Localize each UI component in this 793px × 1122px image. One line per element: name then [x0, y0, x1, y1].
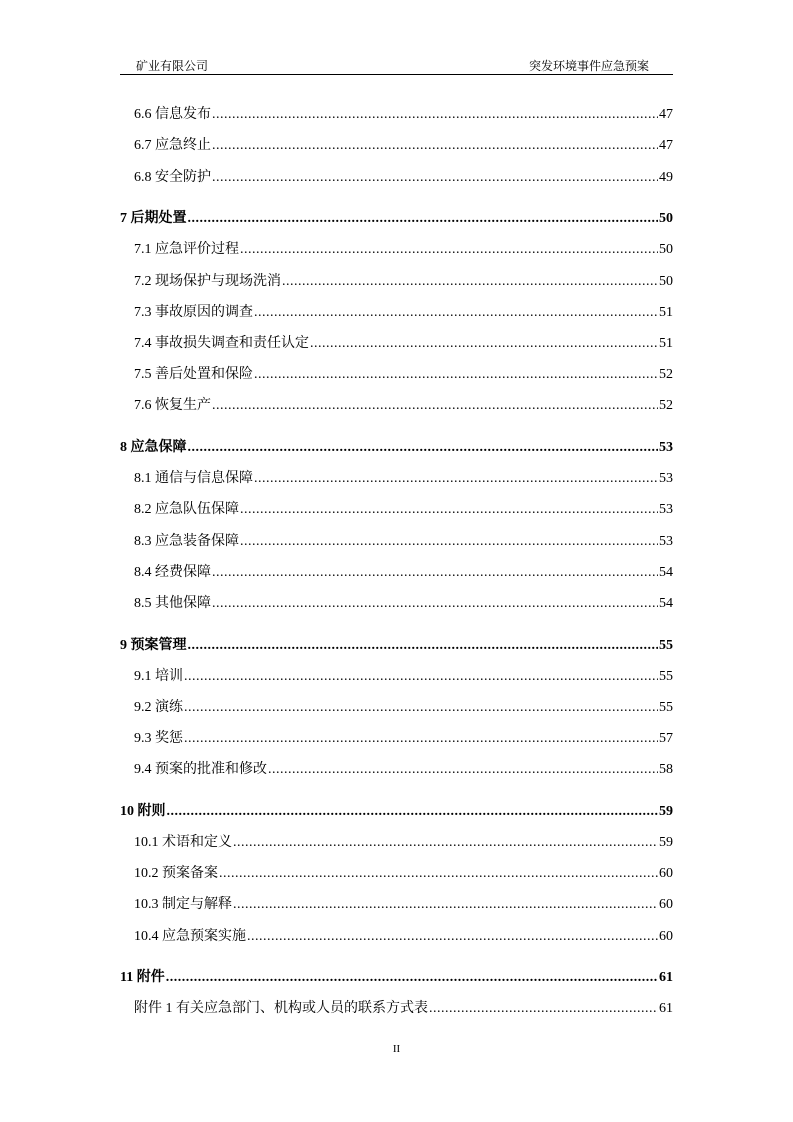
- dot-leader: [167, 804, 659, 820]
- dot-leader: [240, 502, 658, 518]
- toc-entry-label: 7.4 事故损失调查和责任认定: [134, 336, 309, 351]
- dot-leader: [184, 731, 658, 747]
- dot-leader: [429, 1001, 658, 1017]
- dot-leader: [254, 471, 658, 487]
- toc-entry-page-number: 55: [659, 700, 673, 715]
- toc-entry-page-number: 51: [659, 336, 673, 351]
- toc-entry-label: 10.1 术语和定义: [134, 835, 232, 850]
- toc-entry-page-number: 50: [659, 274, 673, 289]
- toc-section-entry[interactable]: [134, 166, 673, 186]
- dot-leader: [247, 929, 658, 945]
- dot-leader: [268, 762, 658, 778]
- dot-leader: [240, 534, 658, 550]
- toc-entry-page-number: 50: [659, 242, 673, 257]
- toc-entry-page-number: 60: [659, 897, 673, 912]
- toc-chapter-entry[interactable]: [120, 966, 673, 986]
- dot-leader: [188, 638, 659, 654]
- dot-leader: [188, 211, 659, 227]
- toc-section-entry[interactable]: [134, 831, 673, 851]
- dot-leader: [240, 242, 658, 258]
- toc-entry-label: 9.3 奖惩: [134, 731, 183, 746]
- toc-entry-label: 7.5 善后处置和保险: [134, 367, 253, 382]
- toc-chapter-entry[interactable]: [120, 436, 673, 456]
- toc-entry-page-number: 53: [659, 534, 673, 549]
- toc-entry-label: 9.4 预案的批准和修改: [134, 762, 267, 777]
- toc-section-entry[interactable]: [134, 758, 673, 778]
- toc-entry-label: 10.2 预案备案: [134, 866, 218, 881]
- toc-entry-label: 8.4 经费保障: [134, 565, 211, 580]
- toc-section-entry[interactable]: [134, 394, 673, 414]
- toc-entry-label: 10.3 制定与解释: [134, 897, 232, 912]
- toc-section-entry[interactable]: [134, 467, 673, 487]
- toc-entry-page-number: 60: [659, 929, 673, 944]
- dot-leader: [282, 274, 658, 290]
- toc-entry-page-number: 47: [659, 138, 673, 153]
- toc-entry-page-number: 59: [659, 804, 673, 819]
- toc-chapter-entry[interactable]: [120, 207, 673, 227]
- dot-leader: [212, 398, 658, 414]
- header-document-title: 突发环境事件应急预案: [528, 59, 649, 73]
- toc-entry-page-number: 61: [659, 1001, 673, 1016]
- toc-entry-label: 9.1 培训: [134, 669, 183, 684]
- toc-section-entry[interactable]: [134, 238, 673, 258]
- toc-entry-label: 7.2 现场保护与现场洗消: [134, 274, 281, 289]
- toc-entry-label: 10.4 应急预案实施: [134, 929, 246, 944]
- page-header: [120, 56, 673, 75]
- toc-section-entry[interactable]: [134, 592, 673, 612]
- dot-leader: [254, 305, 658, 321]
- toc-entry-label: 7.1 应急评价过程: [134, 242, 239, 257]
- toc-entry-page-number: 53: [659, 471, 673, 486]
- dot-leader: [212, 138, 658, 154]
- toc-entry-page-number: 61: [659, 970, 673, 985]
- toc-entry-page-number: 50: [659, 211, 673, 226]
- toc-entry-page-number: 52: [659, 398, 673, 413]
- toc-entry-label: 7 后期处置: [120, 211, 187, 226]
- toc-section-entry[interactable]: [134, 997, 673, 1017]
- toc-entry-label: 10 附则: [120, 804, 166, 819]
- toc-entry-page-number: 55: [659, 669, 673, 684]
- toc-entry-label: 8.2 应急队伍保障: [134, 502, 239, 517]
- toc-section-entry[interactable]: [134, 727, 673, 747]
- dot-leader: [184, 669, 658, 685]
- toc-entry-label: 7.6 恢复生产: [134, 398, 211, 413]
- toc-entry-label: 9 预案管理: [120, 638, 187, 653]
- toc-section-entry[interactable]: [134, 301, 673, 321]
- dot-leader: [212, 596, 658, 612]
- toc-section-entry[interactable]: [134, 696, 673, 716]
- toc-chapter-entry[interactable]: [120, 634, 673, 654]
- toc-section-entry[interactable]: [134, 665, 673, 685]
- toc-entry-page-number: 54: [659, 565, 673, 580]
- toc-entry-page-number: 52: [659, 367, 673, 382]
- toc-entry-page-number: 51: [659, 305, 673, 320]
- dot-leader: [188, 440, 659, 456]
- toc-entry-page-number: 53: [659, 440, 673, 455]
- dot-leader: [166, 970, 658, 986]
- page-number: II: [392, 1043, 401, 1055]
- dot-leader: [212, 565, 658, 581]
- toc-entry-label: 附件 1 有关应急部门、机构或人员的联系方式表: [134, 1001, 428, 1016]
- toc-entry-label: 9.2 演练: [134, 700, 183, 715]
- dot-leader: [212, 107, 658, 123]
- toc-entry-page-number: 47: [659, 107, 673, 122]
- toc-entry-label: 6.6 信息发布: [134, 107, 211, 122]
- dot-leader: [254, 367, 658, 383]
- header-company-name: 矿业有限公司: [136, 59, 209, 73]
- toc-entry-label: 8 应急保障: [120, 440, 187, 455]
- toc-section-entry[interactable]: [134, 498, 673, 518]
- toc-entry-page-number: 60: [659, 866, 673, 881]
- toc-entry-label: 7.3 事故原因的调查: [134, 305, 253, 320]
- toc-section-entry[interactable]: [134, 332, 673, 352]
- toc-section-entry[interactable]: [134, 893, 673, 913]
- dot-leader: [212, 170, 658, 186]
- page-footer: [0, 1043, 793, 1055]
- toc-entry-label: 8.5 其他保障: [134, 596, 211, 611]
- toc-section-entry[interactable]: [134, 134, 673, 154]
- toc-section-entry[interactable]: [134, 862, 673, 882]
- dot-leader: [184, 700, 658, 716]
- dot-leader: [219, 866, 658, 882]
- toc-entry-page-number: 59: [659, 835, 673, 850]
- toc-entry-page-number: 49: [659, 170, 673, 185]
- dot-leader: [233, 897, 658, 913]
- toc-chapter-entry[interactable]: [120, 800, 673, 820]
- toc-section-entry[interactable]: [134, 363, 673, 383]
- toc-entry-label: 8.3 应急装备保障: [134, 534, 239, 549]
- toc-section-entry[interactable]: [134, 561, 673, 581]
- toc-entry-page-number: 55: [659, 638, 673, 653]
- dot-leader: [233, 835, 658, 851]
- toc-entry-label: 6.7 应急终止: [134, 138, 211, 153]
- toc-section-entry[interactable]: [134, 925, 673, 945]
- toc-entry-page-number: 57: [659, 731, 673, 746]
- dot-leader: [310, 336, 658, 352]
- toc-entry-label: 8.1 通信与信息保障: [134, 471, 253, 486]
- toc-section-entry[interactable]: [134, 530, 673, 550]
- toc-section-entry[interactable]: [134, 103, 673, 123]
- toc-entry-page-number: 54: [659, 596, 673, 611]
- toc-section-entry[interactable]: [134, 270, 673, 290]
- toc-entry-page-number: 58: [659, 762, 673, 777]
- toc-entry-label: 11 附件: [120, 970, 165, 985]
- toc-entry-label: 6.8 安全防护: [134, 170, 211, 185]
- toc-entry-page-number: 53: [659, 502, 673, 517]
